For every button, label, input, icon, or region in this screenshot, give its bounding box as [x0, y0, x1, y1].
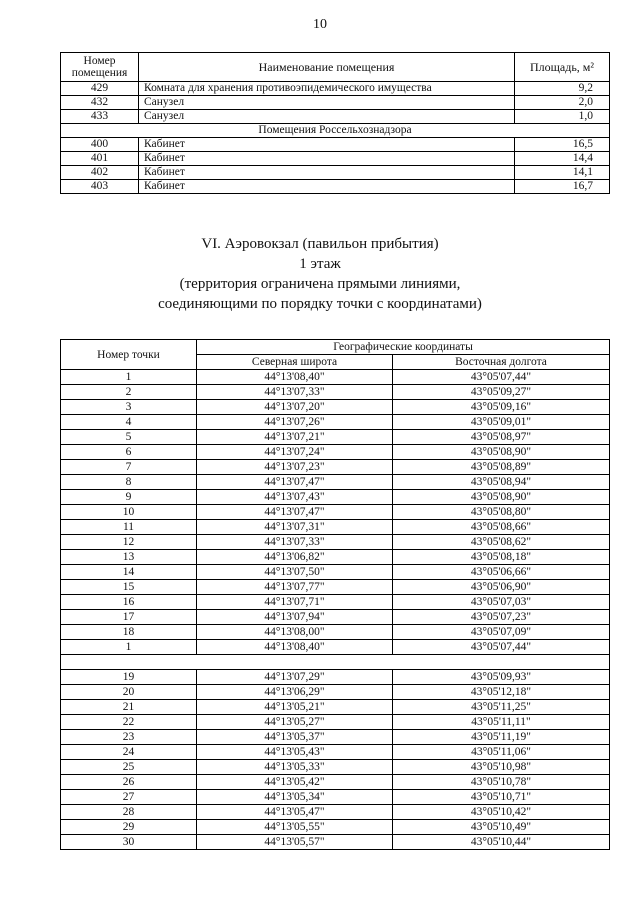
longitude: 43°05'11,11": [393, 715, 610, 730]
longitude: 43°05'08,62": [393, 535, 610, 550]
room-name: Санузел: [139, 96, 515, 110]
header-room-number-line2: помещения: [71, 67, 128, 79]
longitude: 43°05'09,01": [393, 415, 610, 430]
room-group-row: [61, 124, 610, 138]
point-number: 13: [61, 550, 197, 565]
longitude: 43°05'07,44": [393, 370, 610, 385]
point-number: 11: [61, 520, 197, 535]
room-name: Кабинет: [139, 152, 515, 166]
room-number: 402: [61, 166, 139, 180]
header-longitude: Восточная долгота: [393, 355, 610, 370]
coord-row: [61, 475, 610, 490]
point-number: 2: [61, 385, 197, 400]
room-number: 432: [61, 96, 139, 110]
latitude: 44°13'07,24": [197, 445, 393, 460]
header-latitude: Северная широта: [197, 355, 393, 370]
longitude: 43°05'12,18": [393, 685, 610, 700]
section-note-line2: соединяющими по порядку точки с координатами): [158, 296, 482, 312]
latitude: 44°13'05,34": [197, 790, 393, 805]
coord-row: [61, 505, 610, 520]
point-number: 26: [61, 775, 197, 790]
coord-row: [61, 820, 610, 835]
latitude: 44°13'07,20": [197, 400, 393, 415]
latitude: 44°13'05,33": [197, 760, 393, 775]
longitude: 43°05'08,90": [393, 445, 610, 460]
longitude: 43°05'09,93": [393, 670, 610, 685]
coord-row: [61, 745, 610, 760]
point-number: 23: [61, 730, 197, 745]
longitude: 43°05'10,71": [393, 790, 610, 805]
longitude: 43°05'08,18": [393, 550, 610, 565]
header-geo-coordinates: Географические координаты: [197, 340, 610, 355]
coord-row: [61, 700, 610, 715]
room-name: Кабинет: [139, 138, 515, 152]
header-room-area: Площадь, м²: [515, 53, 610, 82]
coord-row: [61, 595, 610, 610]
room-number: 403: [61, 180, 139, 194]
point-number: 22: [61, 715, 197, 730]
coord-row: [61, 760, 610, 775]
point-number: 30: [61, 835, 197, 850]
point-number: 20: [61, 685, 197, 700]
coord-row: [61, 775, 610, 790]
room-area: 9,2: [515, 82, 610, 96]
point-number: 28: [61, 805, 197, 820]
longitude: 43°05'09,27": [393, 385, 610, 400]
section-title: VI. Аэровокзал (павильон прибытия): [201, 236, 439, 252]
latitude: 44°13'07,47": [197, 475, 393, 490]
coord-row: [61, 385, 610, 400]
coord-row: [61, 790, 610, 805]
coord-row: [61, 520, 610, 535]
coord-row: [61, 550, 610, 565]
longitude: 43°05'10,98": [393, 760, 610, 775]
point-number: 19: [61, 670, 197, 685]
header-room-name: Наименование помещения: [139, 53, 515, 82]
point-number: 25: [61, 760, 197, 775]
room-area: 14,4: [515, 152, 610, 166]
latitude: 44°13'07,21": [197, 430, 393, 445]
point-number: 6: [61, 445, 197, 460]
latitude: 44°13'05,21": [197, 700, 393, 715]
rooms-header-row: [61, 53, 610, 82]
header-room-number-line1: Номер: [83, 55, 116, 67]
coord-row: [61, 490, 610, 505]
room-number: 433: [61, 110, 139, 124]
point-number: 16: [61, 595, 197, 610]
room-name: Кабинет: [139, 180, 515, 194]
coord-row: [61, 730, 610, 745]
latitude: 44°13'07,33": [197, 385, 393, 400]
latitude: 44°13'05,27": [197, 715, 393, 730]
point-number: 12: [61, 535, 197, 550]
rooms-table: [60, 52, 610, 194]
room-row: [61, 152, 610, 166]
room-row: [61, 82, 610, 96]
longitude: 43°05'08,66": [393, 520, 610, 535]
longitude: 43°05'10,49": [393, 820, 610, 835]
latitude: 44°13'05,57": [197, 835, 393, 850]
section-note-line1: (территория ограничена прямыми линиями,: [179, 276, 461, 292]
point-number: 27: [61, 790, 197, 805]
header-point-number: Номер точки: [61, 340, 197, 370]
room-row: [61, 138, 610, 152]
longitude: 43°05'08,90": [393, 490, 610, 505]
longitude: 43°05'07,44": [393, 640, 610, 655]
room-area: 14,1: [515, 166, 610, 180]
coords-header-row-1: [61, 340, 610, 355]
point-number: 24: [61, 745, 197, 760]
coord-gap-cell: [61, 655, 610, 670]
room-area: 2,0: [515, 96, 610, 110]
latitude: 44°13'08,40": [197, 640, 393, 655]
coord-row: [61, 640, 610, 655]
point-number: 1: [61, 640, 197, 655]
longitude: 43°05'11,06": [393, 745, 610, 760]
coord-row: [61, 430, 610, 445]
coord-row: [61, 670, 610, 685]
coord-row: [61, 715, 610, 730]
latitude: 44°13'07,43": [197, 490, 393, 505]
point-number: 15: [61, 580, 197, 595]
room-row: [61, 96, 610, 110]
longitude: 43°05'06,66": [393, 565, 610, 580]
point-number: 29: [61, 820, 197, 835]
latitude: 44°13'07,26": [197, 415, 393, 430]
latitude: 44°13'07,71": [197, 595, 393, 610]
latitude: 44°13'08,40": [197, 370, 393, 385]
room-row: [61, 180, 610, 194]
point-number: 10: [61, 505, 197, 520]
latitude: 44°13'07,50": [197, 565, 393, 580]
coord-row: [61, 370, 610, 385]
point-number: 4: [61, 415, 197, 430]
point-number: 21: [61, 700, 197, 715]
longitude: 43°05'10,42": [393, 805, 610, 820]
latitude: 44°13'07,29": [197, 670, 393, 685]
latitude: 44°13'05,43": [197, 745, 393, 760]
coord-row: [61, 535, 610, 550]
page-number: 10: [313, 17, 327, 32]
longitude: 43°05'07,09": [393, 625, 610, 640]
coord-row: [61, 580, 610, 595]
coord-row: [61, 565, 610, 580]
room-name: Комната для хранения противоэпидемического имущества: [139, 82, 515, 96]
longitude: 43°05'10,78": [393, 775, 610, 790]
coord-row: [61, 805, 610, 820]
latitude: 44°13'07,23": [197, 460, 393, 475]
coord-row: [61, 460, 610, 475]
section-heading: [0, 234, 640, 314]
longitude: 43°05'07,23": [393, 610, 610, 625]
room-area: 1,0: [515, 110, 610, 124]
longitude: 43°05'09,16": [393, 400, 610, 415]
coord-gap-row: [61, 655, 610, 670]
latitude: 44°13'05,37": [197, 730, 393, 745]
point-number: 17: [61, 610, 197, 625]
room-number: 400: [61, 138, 139, 152]
point-number: 8: [61, 475, 197, 490]
latitude: 44°13'06,29": [197, 685, 393, 700]
point-number: 18: [61, 625, 197, 640]
longitude: 43°05'08,94": [393, 475, 610, 490]
room-name: Кабинет: [139, 166, 515, 180]
header-room-number: [61, 53, 139, 82]
room-row: [61, 110, 610, 124]
longitude: 43°05'07,03": [393, 595, 610, 610]
room-group-heading: Помещения Россельхознадзора: [61, 124, 610, 138]
point-number: 5: [61, 430, 197, 445]
point-number: 3: [61, 400, 197, 415]
room-area: 16,5: [515, 138, 610, 152]
longitude: 43°05'10,44": [393, 835, 610, 850]
coordinates-table: [60, 339, 610, 850]
coord-row: [61, 400, 610, 415]
longitude: 43°05'11,25": [393, 700, 610, 715]
coord-row: [61, 610, 610, 625]
point-number: 14: [61, 565, 197, 580]
latitude: 44°13'05,55": [197, 820, 393, 835]
point-number: 9: [61, 490, 197, 505]
latitude: 44°13'05,42": [197, 775, 393, 790]
room-row: [61, 166, 610, 180]
coord-row: [61, 685, 610, 700]
latitude: 44°13'05,47": [197, 805, 393, 820]
longitude: 43°05'06,90": [393, 580, 610, 595]
latitude: 44°13'06,82": [197, 550, 393, 565]
longitude: 43°05'08,97": [393, 430, 610, 445]
longitude: 43°05'11,19": [393, 730, 610, 745]
latitude: 44°13'07,33": [197, 535, 393, 550]
coord-row: [61, 415, 610, 430]
coord-row: [61, 835, 610, 850]
latitude: 44°13'07,94": [197, 610, 393, 625]
latitude: 44°13'07,77": [197, 580, 393, 595]
coord-row: [61, 625, 610, 640]
point-number: 7: [61, 460, 197, 475]
room-name: Санузел: [139, 110, 515, 124]
latitude: 44°13'08,00": [197, 625, 393, 640]
latitude: 44°13'07,47": [197, 505, 393, 520]
room-number: 429: [61, 82, 139, 96]
room-area: 16,7: [515, 180, 610, 194]
longitude: 43°05'08,80": [393, 505, 610, 520]
room-number: 401: [61, 152, 139, 166]
longitude: 43°05'08,89": [393, 460, 610, 475]
latitude: 44°13'07,31": [197, 520, 393, 535]
section-floor: 1 этаж: [299, 256, 341, 272]
point-number: 1: [61, 370, 197, 385]
coord-row: [61, 445, 610, 460]
